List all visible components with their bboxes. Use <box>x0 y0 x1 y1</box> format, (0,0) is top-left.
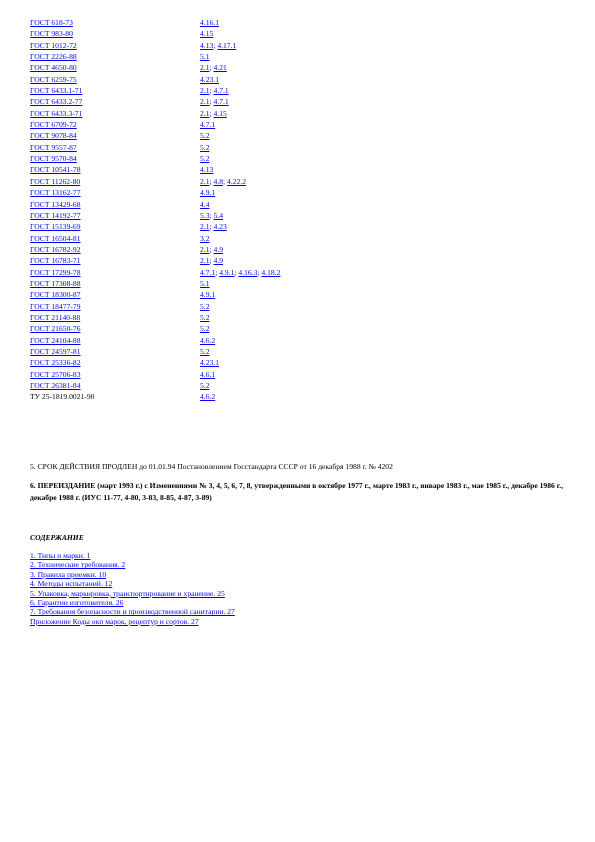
toc-link[interactable]: 5. Упаковка, маркировка, транспортирование и хранение. 25 <box>30 588 225 598</box>
reference-row <box>30 96 280 107</box>
clause-separator: ; <box>209 86 214 96</box>
clause-separator: ; <box>209 63 214 73</box>
reference-document-link[interactable]: ГОСТ 16783-71 <box>30 256 81 266</box>
clause-link[interactable]: 5.2 <box>200 154 210 164</box>
clause-separator: ; <box>209 97 214 107</box>
clause-link[interactable]: 2.1 <box>200 108 210 118</box>
reference-document-cell <box>30 142 200 153</box>
reference-clauses-cell <box>200 96 280 107</box>
reference-document-cell <box>30 153 200 164</box>
reference-clauses-cell <box>200 221 280 232</box>
toc-item <box>30 598 235 607</box>
reference-document-cell <box>30 187 200 198</box>
reissue-paragraph: 6. ПЕРЕИЗДАНИЕ (март 1993 г.) с Изменениями № 3, 4, 5, 6, 7, 8, утвержденными в октябре 1977 г., марте 1983 г., январе 1983 г., мае 1985 г., декабре 1986 г., декабре 1988 г. (ИУС 11-77, 4-80, 3-83, 8-85, 4-87, 3-89) <box>30 481 564 502</box>
clause-link[interactable]: 5.2 <box>200 324 210 334</box>
validity-paragraph: 5. СРОК ДЕЙСТВИЯ ПРОДЛЕН до 01.01.94 Постановлением Госстандарта СССР от 16 декабря 1988 г. № 4202 <box>30 462 393 471</box>
reference-document-link[interactable]: ГОСТ 21140-88 <box>30 312 81 322</box>
toc-link[interactable]: Приложение Коды окп марок, рецептур и сортов. 27 <box>30 616 199 626</box>
clause-separator: ; <box>209 108 214 118</box>
clause-separator: ; <box>209 222 214 232</box>
reference-clauses-cell <box>200 108 280 119</box>
reference-document-link[interactable]: ГОСТ 1012-72 <box>30 40 77 50</box>
reference-clauses-cell <box>200 130 280 141</box>
reference-clauses-cell <box>200 187 280 198</box>
clause-separator: ; <box>257 267 262 277</box>
reference-clauses-cell <box>200 357 280 368</box>
clause-link[interactable]: 4.9.1 <box>200 188 216 198</box>
reference-document-link[interactable]: ГОСТ 6259-75 <box>30 74 77 84</box>
reference-row <box>30 176 280 187</box>
reference-document-link[interactable]: ГОСТ 17308-88 <box>30 278 81 288</box>
reference-row <box>30 369 280 380</box>
clause-link[interactable]: 4.9.1 <box>219 267 235 277</box>
reference-document-cell <box>30 289 200 300</box>
reference-document-cell <box>30 369 200 380</box>
reference-row <box>30 301 280 312</box>
reference-clauses-cell <box>200 312 280 323</box>
clause-link[interactable]: 4.23 <box>213 222 227 232</box>
reference-document-cell <box>30 255 200 266</box>
clause-link[interactable]: 4.7.1 <box>200 120 216 130</box>
reference-row <box>30 119 280 130</box>
reference-document-link[interactable]: ГОСТ 18477-79 <box>30 301 81 311</box>
reference-row <box>30 380 280 391</box>
toc-link[interactable]: 4. Методы испытаний. 12 <box>30 579 113 589</box>
reference-document-cell <box>30 28 200 39</box>
reference-document-cell <box>30 164 200 175</box>
clause-link[interactable]: 4.4 <box>200 199 210 209</box>
reference-document-cell <box>30 130 200 141</box>
reference-document-link[interactable]: ГОСТ 10541-78 <box>30 165 81 175</box>
reference-row <box>30 255 280 266</box>
clause-link[interactable]: 4.13 <box>200 40 214 50</box>
reference-document-link[interactable]: ГОСТ 16782-92 <box>30 244 81 254</box>
reference-document-link[interactable]: ГОСТ 11262-80 <box>30 176 81 186</box>
reference-document-link[interactable]: ГОСТ 2226-88 <box>30 52 77 62</box>
reference-clauses-cell <box>200 153 280 164</box>
reference-clauses-cell <box>200 369 280 380</box>
reference-document-cell <box>30 40 200 51</box>
reference-clauses-cell <box>200 380 280 391</box>
reference-clauses-cell <box>200 40 280 51</box>
reference-document-link[interactable]: ГОСТ 14192-77 <box>30 210 81 220</box>
clause-link[interactable]: 4.18.2 <box>261 267 281 277</box>
reference-clauses-cell <box>200 278 280 289</box>
clause-separator: ; <box>209 256 214 266</box>
reference-row <box>30 267 280 278</box>
clause-link[interactable]: 2.1 <box>200 256 210 266</box>
reference-row <box>30 357 280 368</box>
reference-document-cell <box>30 176 200 187</box>
reference-row <box>30 323 280 334</box>
clause-link[interactable]: 4.17.1 <box>217 40 237 50</box>
reference-clauses-cell <box>200 335 280 346</box>
reference-row <box>30 17 280 28</box>
toc-link[interactable]: 6. Гарантии изготовителя. 26 <box>30 598 124 608</box>
reference-document-link[interactable]: ГОСТ 6433.3-71 <box>30 108 83 118</box>
reference-clauses-cell <box>200 255 280 266</box>
reference-clauses-cell <box>200 210 280 221</box>
reference-document-cell <box>30 221 200 232</box>
clause-separator: ; <box>209 244 214 254</box>
reference-document-link[interactable]: ГОСТ 4650-80 <box>30 63 77 73</box>
reference-document-cell <box>30 301 200 312</box>
reference-document-cell <box>30 62 200 73</box>
reference-row <box>30 51 280 62</box>
clause-link[interactable]: 4.22.2 <box>227 176 247 186</box>
clause-separator: ; <box>234 267 239 277</box>
clause-separator: ; <box>209 210 214 220</box>
reference-row <box>30 233 280 244</box>
clause-link[interactable]: 4.6.1 <box>200 369 216 379</box>
clause-link[interactable]: 2.1 <box>200 176 210 186</box>
clause-link[interactable]: 4.23.1 <box>200 358 219 368</box>
reference-row <box>30 391 280 402</box>
clause-link[interactable]: 4.6.2 <box>200 335 216 345</box>
reference-clauses-cell <box>200 119 280 130</box>
toc-title: СОДЕРЖАНИЕ <box>30 533 84 542</box>
clause-link[interactable]: 4.9.1 <box>200 290 216 300</box>
toc-link[interactable]: 7. Требования безопасности и производственной санитарии. 27 <box>30 607 235 617</box>
reference-row <box>30 130 280 141</box>
clause-link[interactable]: 2.1 <box>200 63 210 73</box>
reference-document-link[interactable]: ГОСТ 24104-88 <box>30 335 81 345</box>
reference-document-cell <box>30 278 200 289</box>
clause-separator: ; <box>215 267 220 277</box>
clause-link[interactable]: 5.4 <box>213 210 224 220</box>
reference-clauses-cell <box>200 62 280 73</box>
reference-document-cell <box>30 391 200 402</box>
reference-row <box>30 62 280 73</box>
reference-clauses-cell <box>200 346 280 357</box>
clause-link[interactable]: 4.7.1 <box>213 97 229 107</box>
clause-link[interactable]: 4.16.3 <box>238 267 258 277</box>
clause-link[interactable]: 4.9 <box>213 244 224 254</box>
toc-link[interactable]: 2. Технические требования. 2 <box>30 560 126 570</box>
reference-row <box>30 335 280 346</box>
toc-link[interactable]: 1. Типы и марки. 1 <box>30 551 91 560</box>
reference-document-cell <box>30 85 200 96</box>
reference-clauses-cell <box>200 199 280 210</box>
reference-document-cell <box>30 108 200 119</box>
reference-document-link[interactable]: ГОСТ 9557-87 <box>30 142 77 152</box>
clause-link[interactable]: 4.16.1 <box>200 18 219 27</box>
reference-document-link[interactable]: ГОСТ 16504-81 <box>30 233 81 243</box>
reference-document-link[interactable]: ГОСТ 24597-81 <box>30 346 81 356</box>
toc-item <box>30 617 235 626</box>
reference-clauses-cell <box>200 391 280 402</box>
reference-clauses-cell <box>200 244 280 255</box>
reference-document-link[interactable]: ГОСТ 9078-84 <box>30 131 77 141</box>
clause-link[interactable]: 5.2 <box>200 131 210 141</box>
clause-link[interactable]: 4.21 <box>213 63 227 73</box>
clause-separator: ; <box>223 176 228 186</box>
reference-row <box>30 244 280 255</box>
clause-link[interactable]: 5.2 <box>200 346 210 356</box>
reference-clauses-cell <box>200 28 280 39</box>
reference-document-link[interactable]: ГОСТ 9570-84 <box>30 154 77 164</box>
clause-link[interactable]: 2.1 <box>200 244 210 254</box>
clause-link[interactable]: 2.1 <box>200 97 210 107</box>
reference-row <box>30 40 280 51</box>
reference-row <box>30 187 280 198</box>
reference-document-link[interactable]: ГОСТ 26381-84 <box>30 381 81 390</box>
toc-item <box>30 589 235 598</box>
reference-clauses-cell <box>200 51 280 62</box>
clause-link[interactable]: 5.2 <box>200 142 210 152</box>
reference-row <box>30 221 280 232</box>
toc-link[interactable]: 3. Правила приемки. 10 <box>30 569 107 579</box>
toc-item <box>30 579 235 588</box>
reference-document-link[interactable]: ГОСТ 983-80 <box>30 29 73 39</box>
reference-clauses-cell <box>200 142 280 153</box>
references-body <box>30 17 280 403</box>
clause-link[interactable]: 4.15 <box>213 108 227 118</box>
clause-link[interactable]: 4.6.2 <box>200 392 216 402</box>
clause-link[interactable]: 5.1 <box>200 278 210 288</box>
reference-clauses-cell <box>200 289 280 300</box>
reference-row <box>30 153 280 164</box>
reference-document-cell <box>30 199 200 210</box>
reference-document-cell <box>30 244 200 255</box>
reference-row <box>30 289 280 300</box>
reference-row <box>30 346 280 357</box>
reference-document-cell <box>30 74 200 85</box>
reference-row <box>30 108 280 119</box>
clause-link[interactable]: 5.2 <box>200 381 210 390</box>
reference-document-link[interactable]: ГОСТ 18300-87 <box>30 290 81 300</box>
reference-clauses-cell <box>200 17 280 28</box>
clause-link[interactable]: 2.1 <box>200 86 210 96</box>
clause-link[interactable]: 4.7.1 <box>213 86 229 96</box>
reference-document-link[interactable]: ГОСТ 21650-76 <box>30 324 81 334</box>
reference-document-cell <box>30 267 200 278</box>
reference-document-text: ТУ 25-1819.0021-90 <box>30 392 95 402</box>
clause-link[interactable]: 4.23.1 <box>200 74 219 84</box>
clause-link[interactable]: 5.3 <box>200 210 210 220</box>
reference-document-link[interactable]: ГОСТ 618-73 <box>30 18 73 27</box>
reference-row <box>30 199 280 210</box>
reference-document-cell <box>30 210 200 221</box>
toc-item <box>30 570 235 579</box>
reference-clauses-cell <box>200 301 280 312</box>
reference-document-link[interactable]: ГОСТ 25336-82 <box>30 358 81 368</box>
reference-clauses-cell <box>200 176 280 187</box>
clause-link[interactable]: 5.1 <box>200 52 210 62</box>
clause-separator: ; <box>213 40 218 50</box>
reference-clauses-cell <box>200 85 280 96</box>
clause-link[interactable]: 5.2 <box>200 312 210 322</box>
reference-document-cell <box>30 51 200 62</box>
clause-link[interactable]: 2.1 <box>200 222 210 232</box>
reference-document-cell <box>30 312 200 323</box>
reference-document-cell <box>30 323 200 334</box>
reference-document-cell <box>30 119 200 130</box>
reference-document-link[interactable]: ГОСТ 13162-77 <box>30 188 81 198</box>
reference-document-link[interactable]: ГОСТ 6433.2-77 <box>30 97 83 107</box>
clause-link[interactable]: 4.13 <box>200 165 214 175</box>
reference-clauses-cell <box>200 267 280 278</box>
toc-item <box>30 607 235 616</box>
table-of-contents <box>30 551 235 626</box>
reference-row <box>30 312 280 323</box>
clause-link[interactable]: 4.15 <box>200 29 214 39</box>
clause-link[interactable]: 3.2 <box>200 233 210 243</box>
reference-document-link[interactable]: ГОСТ 17299-78 <box>30 267 81 277</box>
reference-document-cell <box>30 380 200 391</box>
reference-document-link[interactable]: ГОСТ 13429-68 <box>30 199 81 209</box>
reference-document-cell <box>30 96 200 107</box>
toc-item <box>30 560 235 569</box>
reference-row <box>30 28 280 39</box>
reference-clauses-cell <box>200 164 280 175</box>
reference-document-cell <box>30 17 200 28</box>
reference-clauses-cell <box>200 74 280 85</box>
reference-clauses-cell <box>200 323 280 334</box>
reference-row <box>30 142 280 153</box>
reference-document-link[interactable]: ГОСТ 25706-83 <box>30 369 81 379</box>
reference-row <box>30 278 280 289</box>
reference-document-cell <box>30 233 200 244</box>
clause-link[interactable]: 4.7.1 <box>200 267 216 277</box>
reference-document-cell <box>30 357 200 368</box>
toc-item <box>30 551 235 560</box>
reference-document-cell <box>30 346 200 357</box>
reference-row <box>30 85 280 96</box>
reference-row <box>30 74 280 85</box>
clause-separator: ; <box>209 176 214 186</box>
reference-document-link[interactable]: ГОСТ 15139-69 <box>30 222 81 232</box>
reference-document-link[interactable]: ГОСТ 6709-72 <box>30 120 77 130</box>
clause-link[interactable]: 4.9 <box>213 256 224 266</box>
normative-references-table <box>30 17 280 403</box>
reference-document-cell <box>30 335 200 346</box>
reference-row <box>30 164 280 175</box>
clause-link[interactable]: 4.8 <box>213 176 224 186</box>
reference-clauses-cell <box>200 233 280 244</box>
reference-row <box>30 210 280 221</box>
reference-document-link[interactable]: ГОСТ 6433.1-71 <box>30 86 83 96</box>
clause-link[interactable]: 5.2 <box>200 301 210 311</box>
